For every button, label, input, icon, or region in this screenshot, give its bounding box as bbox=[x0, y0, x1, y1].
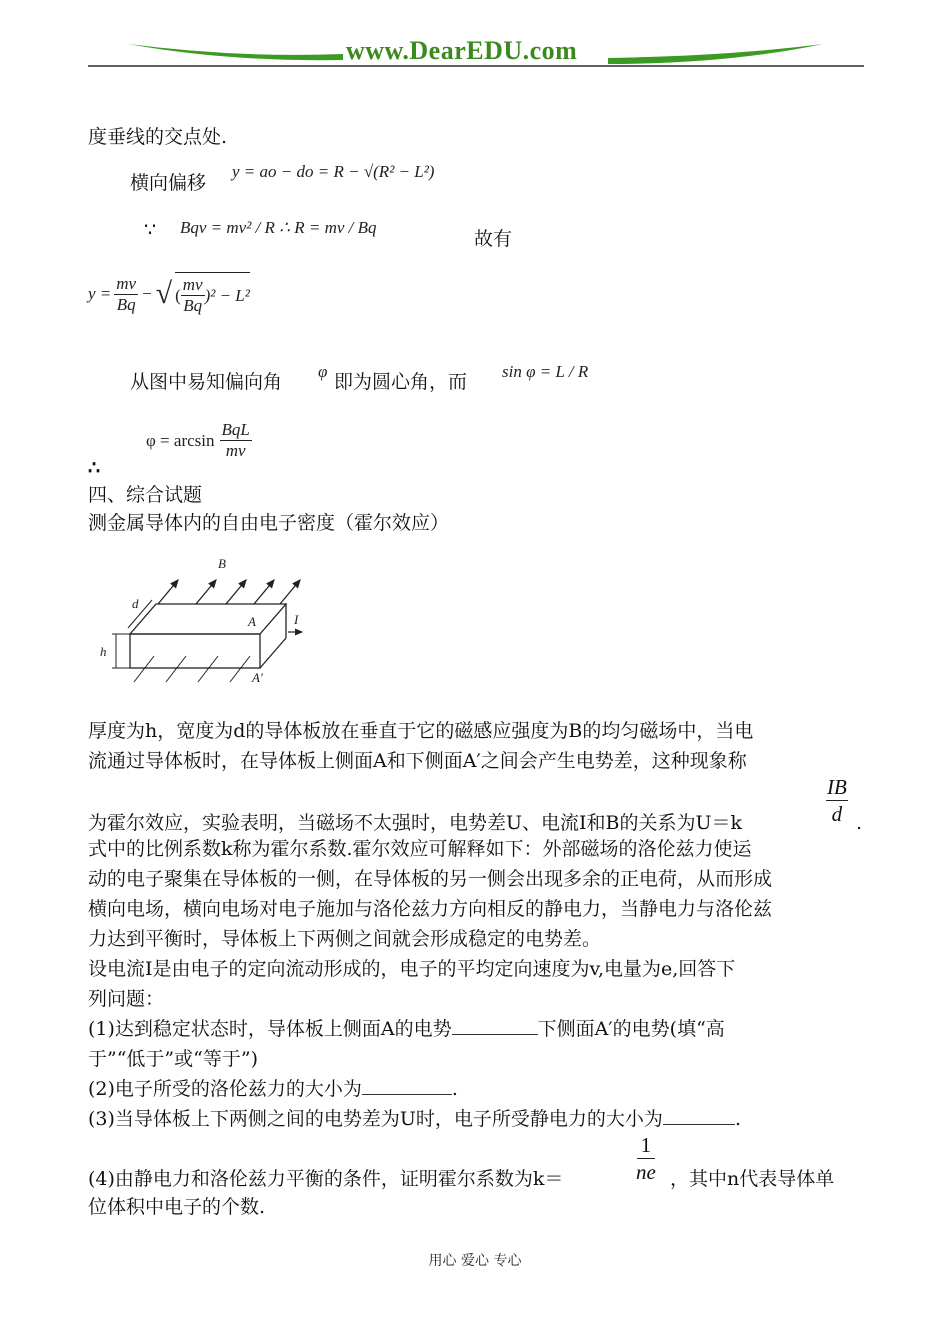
fraction-numerator: mv bbox=[116, 273, 137, 293]
site-name: www.DearEDU.com bbox=[346, 36, 578, 65]
sqrt-icon: √ bbox=[155, 277, 173, 310]
answer-blank-3[interactable] bbox=[663, 1106, 735, 1125]
question-1 bbox=[88, 1016, 725, 1042]
section-heading: 四、综合试题 bbox=[88, 484, 203, 506]
phi-symbol: φ bbox=[318, 362, 328, 381]
fraction-denominator: Bq bbox=[116, 294, 136, 314]
label-lateral-offset: 横向偏移 bbox=[130, 172, 207, 194]
header-logo bbox=[88, 30, 864, 72]
minus-sign: − bbox=[141, 284, 153, 303]
label-A: A bbox=[248, 614, 256, 629]
fraction-1-over-ne bbox=[636, 1132, 656, 1185]
period: . bbox=[856, 812, 863, 834]
fraction-numerator: IB bbox=[827, 775, 847, 799]
formula-offset: y = ao − do = R − √(R² − L²) bbox=[232, 162, 435, 181]
fraction-denominator: mv bbox=[225, 441, 246, 460]
period: . bbox=[734, 1108, 741, 1130]
paragraph-line: 流通过导体板时，在导体板上侧面A和下侧面A′之间会产生电势差，这种现象称 bbox=[88, 750, 747, 772]
question-3 bbox=[88, 1106, 741, 1132]
question-2-text: (2)电子所受的洛伦兹力的大小为 bbox=[88, 1078, 362, 1100]
text-line: 度垂线的交点处. bbox=[88, 126, 228, 148]
fraction-IB-over-d bbox=[826, 774, 848, 827]
paragraph-line: 设电流I是由电子的定向流动形成的，电子的平均定向速度为v,电量为e,回答下 bbox=[88, 958, 736, 980]
fraction bbox=[114, 274, 138, 315]
paragraph-line: 列问题： bbox=[88, 988, 165, 1010]
label-d: d bbox=[132, 596, 139, 611]
formula-y: y = $\frac{mv}{Bq}$ − √ ( $\frac{mv}{Bq}$ )² − L² bbox=[88, 273, 250, 315]
question-4-cont: 位体积中电子的个数. bbox=[88, 1196, 266, 1218]
paragraph-line: 式中的比例系数k称为霍尔系数.霍尔效应可解释如下：外部磁场的洛伦兹力使运 bbox=[88, 838, 752, 860]
label-B: B bbox=[218, 556, 226, 571]
formula-tail: )² − L² bbox=[204, 285, 250, 305]
fraction-denominator: d bbox=[831, 802, 843, 826]
fraction bbox=[220, 420, 252, 461]
label-h: h bbox=[100, 644, 107, 659]
because-symbol: ∵ bbox=[144, 219, 157, 241]
text-deflection: 从图中易知偏向角 bbox=[130, 371, 283, 393]
fraction-denominator: Bq bbox=[183, 296, 203, 315]
question-3-text: (3)当导体板上下两侧之间的电势差为U时，电子所受静电力的大小为 bbox=[88, 1108, 663, 1130]
question-1-cont: 于”“低于”或“等于”) bbox=[88, 1048, 258, 1070]
fraction-numerator: BqL bbox=[221, 420, 250, 439]
paragraph-line: 力达到平衡时，导体板上下两侧之间就会形成稳定的电势差。 bbox=[88, 928, 602, 950]
text-therefore-have: 故有 bbox=[474, 228, 513, 250]
question-2 bbox=[88, 1076, 458, 1102]
hall-effect-figure bbox=[96, 556, 326, 686]
fraction-numerator: 1 bbox=[637, 1132, 656, 1159]
therefore-symbol: ∴ bbox=[88, 457, 101, 479]
fraction-numerator: mv bbox=[182, 275, 203, 294]
question-1-text-tail: 下侧面A′的电势(填“高 bbox=[537, 1018, 725, 1040]
paragraph-line: 动的电子聚集在导体板的一侧，在导体板的另一侧会出现多余的正电荷，从而形成 bbox=[88, 868, 773, 890]
question-1-text: (1)达到稳定状态时，导体板上侧面A的电势 bbox=[88, 1018, 452, 1040]
paragraph-line bbox=[88, 810, 742, 836]
formula-radius: Bqv = mv² / R ∴ R = mv / Bq bbox=[180, 218, 377, 237]
formula-phi bbox=[146, 420, 252, 461]
question-4: (4)由静电力和洛伦兹力平衡的条件，证明霍尔系数为k＝ bbox=[88, 1168, 564, 1190]
page-footer: 用心 爱心 专心 bbox=[428, 1253, 522, 1269]
period: . bbox=[451, 1078, 458, 1100]
formula-phi-lhs: φ = arcsin bbox=[146, 430, 215, 450]
formula-sin: sin φ = L / R bbox=[502, 362, 589, 381]
answer-blank-2[interactable] bbox=[362, 1076, 452, 1095]
topic-title: 测金属导体内的自由电子密度（霍尔效应） bbox=[88, 512, 450, 534]
formula-y-lhs: y = bbox=[88, 284, 112, 303]
paragraph-line: 横向电场，横向电场对电子施加与洛伦兹力方向相反的静电力，当静电力与洛伦兹 bbox=[88, 898, 773, 920]
conductor-plate-diagram bbox=[96, 556, 326, 686]
fraction bbox=[181, 275, 205, 316]
question-4-tail: ，其中n代表导体单 bbox=[670, 1168, 835, 1190]
label-A-prime: A′ bbox=[252, 670, 263, 685]
hall-relation-text: 为霍尔效应，实验表明，当磁场不太强时，电势差U、电流I和B的关系为U＝k bbox=[88, 812, 743, 834]
answer-blank-1[interactable] bbox=[452, 1016, 538, 1035]
fraction-denominator: ne bbox=[636, 1160, 656, 1184]
label-I: I bbox=[294, 612, 299, 627]
paragraph-line: 厚度为h，宽度为d的导体板放在垂直于它的磁感应强度为B的均匀磁场中，当电 bbox=[88, 720, 754, 742]
text-center-angle: 即为圆心角，而 bbox=[334, 371, 468, 393]
